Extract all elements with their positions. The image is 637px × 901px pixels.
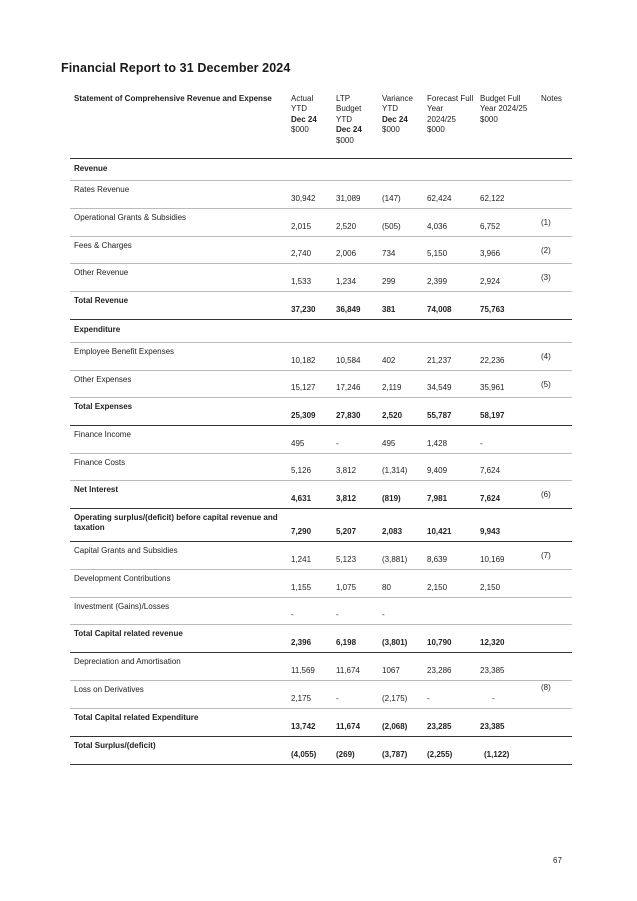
row-label: Total Revenue: [74, 296, 129, 305]
cell-value: 80: [382, 582, 391, 592]
column-header-unit: $000: [336, 135, 354, 145]
cell-value: (2,068): [382, 721, 408, 731]
cell-value: 7,981: [427, 493, 448, 503]
table-row: [70, 426, 572, 454]
cell-value: 1,241: [291, 554, 312, 564]
cell-value: 25,309: [291, 410, 316, 420]
cell-value: 7,624: [480, 493, 501, 503]
notes-header: Notes: [541, 94, 562, 103]
cell-value: 75,763: [480, 304, 505, 314]
cell-value: 30,942: [291, 193, 316, 203]
cell-value: (1,314): [382, 465, 408, 475]
row-label: Fees & Charges: [74, 241, 132, 250]
cell-value: 1,234: [336, 276, 357, 286]
column-header-variance-ytd: [382, 94, 426, 136]
note-reference: (7): [541, 551, 551, 560]
cell-value: 36,849: [336, 304, 361, 314]
cell-value: 10,790: [427, 637, 452, 647]
cell-value: 58,197: [480, 410, 505, 420]
cell-value: 62,122: [480, 193, 505, 203]
row-label: Investment (Gains)/Losses: [74, 602, 170, 611]
cell-value: 23,385: [480, 721, 505, 731]
row-label: Other Expenses: [74, 375, 132, 384]
note-reference: (5): [541, 380, 551, 389]
cell-value: 23,285: [427, 721, 452, 731]
cell-value: 21,237: [427, 355, 452, 365]
column-header-period: Dec 24: [291, 114, 317, 124]
cell-value: 35,961: [480, 382, 505, 392]
column-header-actual-ytd: [291, 94, 335, 136]
cell-value: 9,409: [427, 465, 448, 475]
cell-value: 3,966: [480, 248, 501, 258]
cell-value: 5,126: [291, 465, 312, 475]
column-header-unit: $000: [480, 114, 498, 124]
cell-value: 2,520: [336, 221, 357, 231]
cell-value: 15,127: [291, 382, 316, 392]
cell-value: 402: [382, 355, 396, 365]
cell-value: -: [336, 438, 339, 448]
table-body: [70, 159, 572, 765]
column-header-unit: $000: [427, 125, 445, 135]
cell-value: (2,255): [427, 749, 453, 759]
row-label: Loss on Derivatives: [74, 685, 144, 694]
cell-value: 55,787: [427, 410, 452, 420]
column-header-unit: $000: [382, 125, 400, 135]
cell-value: 17,246: [336, 382, 361, 392]
note-reference: (3): [541, 273, 551, 282]
column-header-budget-full-year: [480, 94, 532, 125]
cell-value: 10,169: [480, 554, 505, 564]
cell-value: 4,631: [291, 493, 312, 503]
cell-value: 11,569: [291, 665, 315, 675]
cell-value: 381: [382, 304, 396, 314]
cell-value: -: [336, 693, 339, 703]
cell-value: 23,286: [427, 665, 452, 675]
financial-report-table: [70, 92, 572, 765]
cell-value: 9,943: [480, 526, 501, 536]
total-row: [70, 509, 572, 542]
cell-value: 13,742: [291, 721, 316, 731]
cell-value: 2,399: [427, 276, 448, 286]
cell-value: (819): [382, 493, 401, 503]
column-header-line: 2024/25: [427, 114, 456, 124]
cell-value: 6,752: [480, 221, 501, 231]
cell-value: 5,123: [336, 554, 357, 564]
cell-value: 2,150: [427, 582, 448, 592]
table-row: [70, 371, 572, 398]
total-row: [70, 398, 572, 426]
cell-value: 1,428: [427, 438, 448, 448]
cell-value: (4,055): [291, 749, 317, 759]
cell-value: 2,015: [291, 221, 312, 231]
cell-value: (2,175): [382, 693, 408, 703]
cell-value: (147): [382, 193, 401, 203]
cell-value: 2,175: [291, 693, 312, 703]
column-header-line: Year: [427, 104, 444, 114]
column-header-line: Year 2024/25: [480, 104, 528, 114]
cell-value: 62,424: [427, 193, 452, 203]
column-header-line: Variance: [382, 94, 413, 103]
cell-value: 5,150: [427, 248, 448, 258]
row-label: Other Revenue: [74, 268, 129, 277]
cell-value: -: [492, 693, 495, 703]
table-row: [70, 653, 572, 681]
page-title: Financial Report to 31 December 2024: [61, 61, 291, 75]
total-row: [70, 292, 572, 320]
row-label: Capital Grants and Subsidies: [74, 546, 178, 555]
row-label: Operating surplus/(deficit) before capital revenue and taxation: [74, 513, 278, 533]
row-label: Expenditure: [74, 325, 121, 334]
row-label: Depreciation and Amortisation: [74, 657, 181, 666]
row-label: Finance Income: [74, 430, 131, 439]
cell-value: (3,881): [382, 554, 408, 564]
column-header-line: Budget Full: [480, 94, 521, 103]
row-label: Total Capital related Expenditure: [74, 713, 199, 722]
row-label: Operational Grants & Subsidies: [74, 213, 187, 222]
cell-value: 10,584: [336, 355, 361, 365]
cell-value: 2,520: [382, 410, 403, 420]
column-header-forecast-full-year: [427, 94, 479, 136]
table-row: [70, 598, 572, 625]
cell-value: 734: [382, 248, 396, 258]
table-row: [70, 681, 572, 709]
section-row: [70, 320, 572, 343]
cell-value: 22,236: [480, 355, 505, 365]
cell-value: 495: [382, 438, 396, 448]
cell-value: 1,155: [291, 582, 312, 592]
table-row: [70, 570, 572, 598]
total-row: [70, 709, 572, 737]
cell-value: 74,008: [427, 304, 452, 314]
cell-value: 1,075: [336, 582, 357, 592]
row-label: Finance Costs: [74, 458, 126, 467]
note-reference: (2): [541, 246, 551, 255]
section-row: [70, 159, 572, 181]
cell-value: (1,122): [484, 749, 510, 759]
cell-value: -: [480, 438, 483, 448]
cell-value: (269): [336, 749, 355, 759]
cell-value: 10,421: [427, 526, 452, 536]
cell-value: 34,549: [427, 382, 452, 392]
cell-value: 6,198: [336, 637, 357, 647]
note-reference: (4): [541, 352, 551, 361]
cell-value: 2,083: [382, 526, 403, 536]
column-header-period: Dec 24: [336, 125, 362, 135]
table-row: [70, 343, 572, 371]
row-label: Rates Revenue: [74, 185, 130, 194]
cell-value: 4,036: [427, 221, 448, 231]
cell-value: 2,396: [291, 637, 312, 647]
column-header-unit: $000: [291, 125, 309, 135]
cell-value: (3,801): [382, 637, 408, 647]
total-row: [70, 737, 572, 765]
cell-value: 37,230: [291, 304, 316, 314]
cell-value: -: [382, 609, 385, 619]
cell-value: 5,207: [336, 526, 357, 536]
table-row: [70, 181, 572, 209]
column-header-line: Forecast Full: [427, 94, 474, 103]
cell-value: 299: [382, 276, 396, 286]
total-row: [70, 481, 572, 509]
cell-value: 2,740: [291, 248, 312, 258]
cell-value: 3,812: [336, 465, 357, 475]
table-row: [70, 264, 572, 292]
row-label: Net Interest: [74, 485, 119, 494]
cell-value: 31,089: [336, 193, 361, 203]
cell-value: 2,150: [480, 582, 501, 592]
cell-value: 7,624: [480, 465, 501, 475]
column-header-line: Actual: [291, 94, 314, 103]
cell-value: 1067: [382, 665, 400, 675]
cell-value: 3,812: [336, 493, 357, 503]
column-header-line: YTD: [382, 104, 398, 114]
cell-value: 12,320: [480, 637, 505, 647]
note-reference: (1): [541, 218, 551, 227]
note-reference: (8): [541, 683, 551, 692]
column-header-ltp-budget-ytd: [336, 94, 380, 146]
column-header-line: YTD: [336, 114, 352, 124]
page-number: 67: [553, 856, 562, 865]
table-row: [70, 209, 572, 237]
cell-value: 2,119: [382, 382, 402, 392]
cell-value: 11,674: [336, 721, 361, 731]
cell-value: 7,290: [291, 526, 312, 536]
cell-value: 27,830: [336, 410, 361, 420]
row-label: Total Expenses: [74, 402, 133, 411]
table-row: [70, 542, 572, 570]
cell-value: (505): [382, 221, 401, 231]
cell-value: 495: [291, 438, 305, 448]
cell-value: 1,533: [291, 276, 312, 286]
row-label: Total Capital related revenue: [74, 629, 183, 638]
column-header-period: Dec 24: [382, 114, 408, 124]
cell-value: 23,385: [480, 665, 505, 675]
table-header: [70, 92, 572, 159]
cell-value: -: [291, 609, 294, 619]
column-header-line: Budget: [336, 104, 362, 114]
cell-value: 11,674: [336, 665, 360, 675]
cell-value: (3,787): [382, 749, 408, 759]
cell-value: 10,182: [291, 355, 316, 365]
row-label: Development Contributions: [74, 574, 171, 583]
column-header-line: YTD: [291, 104, 307, 114]
cell-value: 2,006: [336, 248, 357, 258]
cell-value: -: [427, 693, 430, 703]
row-label: Revenue: [74, 164, 108, 173]
row-label: Employee Benefit Expenses: [74, 347, 175, 356]
table-row: [70, 454, 572, 481]
column-header-line: LTP: [336, 94, 351, 103]
cell-value: 8,639: [427, 554, 448, 564]
row-label: Total Surplus/(deficit): [74, 741, 156, 750]
cell-value: 2,924: [480, 276, 501, 286]
total-row: [70, 625, 572, 653]
cell-value: -: [336, 609, 339, 619]
note-reference: (6): [541, 490, 551, 499]
statement-heading: Statement of Comprehensive Revenue and Expense: [74, 94, 272, 103]
table-row: [70, 237, 572, 264]
